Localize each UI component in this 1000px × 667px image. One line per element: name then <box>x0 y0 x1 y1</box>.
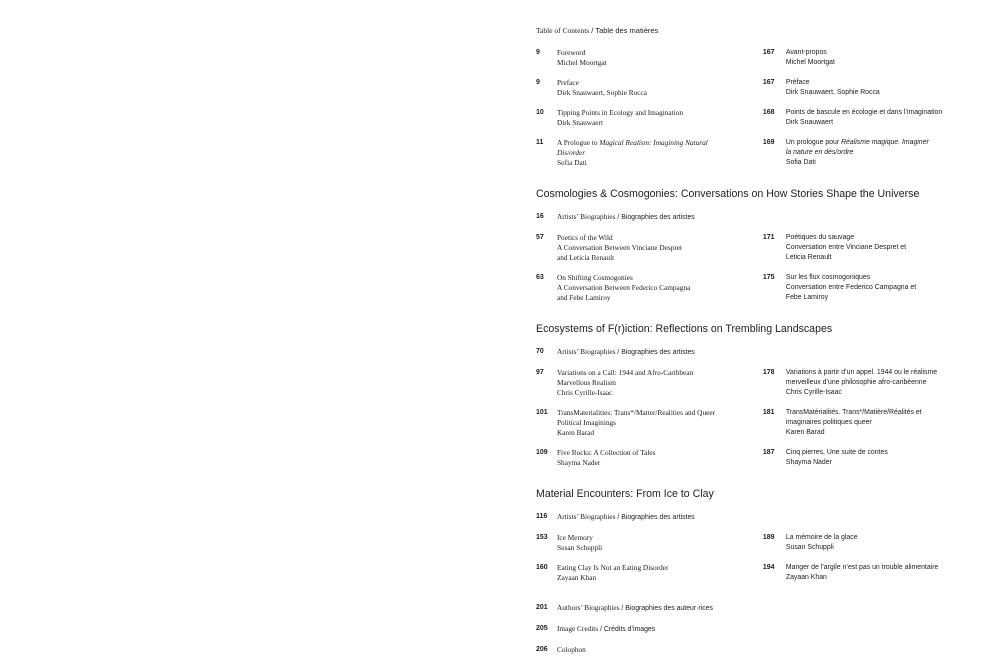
page-number: 101 <box>536 409 548 416</box>
entry-author: Dirk Snauwaert, Sophie Rocca <box>785 89 880 96</box>
entry-title: Un prologue pour <box>785 139 842 146</box>
entry-title-fr: Biographies des artistes <box>621 349 695 356</box>
entry-title-fr: Biographies des auteur·rices <box>625 605 713 612</box>
toc-entry-foreword[interactable] <box>536 48 966 68</box>
entry-author: Karen Barad <box>785 429 825 436</box>
toc-entry[interactable] <box>536 563 966 583</box>
page-number: 9 <box>536 49 540 56</box>
page-number: 201 <box>536 604 548 611</box>
entry-title-italic: la nature en dés/ordre <box>785 149 854 156</box>
toc-entry-image-credits[interactable] <box>536 624 966 635</box>
page-number: 194 <box>762 564 775 571</box>
page-number: 63 <box>536 274 544 281</box>
entry-title: Points de bascule en écologie et dans l’imagination <box>785 109 943 116</box>
entry-title: Manger de l’argile n’est pas un trouble alimentaire <box>785 564 939 571</box>
page-number: 175 <box>762 274 775 281</box>
toc-entry-prologue[interactable] <box>536 138 966 168</box>
entry-title: imaginaires politiques queer <box>785 419 872 426</box>
entry-title: merveilleux d’une philosophie afro-caribéenne <box>785 379 927 386</box>
entry-title-fr: Biographies des artistes <box>621 514 695 521</box>
page-number: 11 <box>536 139 544 146</box>
entry-author: Sofia Dati <box>557 158 587 167</box>
entry-subtitle: A Conversation Between Vinciane Despret <box>557 243 683 252</box>
toc-title-fr: Table des matières <box>595 26 659 35</box>
entry-title: Artists’ Biographies <box>557 512 616 521</box>
page-number: 153 <box>536 534 548 541</box>
entry-title: Tipping Points in Ecology and Imagination <box>557 108 684 117</box>
entry-title: Poetics of the Wild <box>557 233 613 242</box>
toc-entry-artists-biographies[interactable] <box>536 512 966 523</box>
entry-author: Shayma Nader <box>785 459 832 466</box>
page-number: 187 <box>762 449 775 456</box>
entry-subtitle: A Conversation Between Federico Campagna <box>557 283 691 292</box>
page-number: 178 <box>762 369 775 376</box>
entry-title: Variations à partir d’un appel. 1944 ou le réalisme <box>785 369 938 376</box>
entry-author: Chris Cyrille-Isaac <box>557 388 613 397</box>
entry-subtitle: Leticia Renault <box>785 254 832 261</box>
toc-entry-authors-biographies[interactable] <box>536 603 966 614</box>
entry-author: Zayaan Khan <box>785 574 827 581</box>
entry-title: Image Credits <box>557 624 599 633</box>
entry-title-fr: Biographies des artistes <box>621 214 695 221</box>
entry-title: Sur les flux cosmogoniques <box>785 274 871 281</box>
section-heading: Material Encounters: From Ice to Clay <box>536 488 714 500</box>
entry-title: Préface <box>785 79 810 86</box>
page-number: 16 <box>536 213 544 220</box>
entry-author: Sofia Dati <box>785 159 816 166</box>
entry-title: Marvellous Realism <box>557 378 616 387</box>
separator: / <box>598 626 604 633</box>
entry-author: Dirk Snauwaert <box>785 119 833 126</box>
page-number: 10 <box>536 109 544 116</box>
entry-author: Chris Cyrille-Isaac <box>785 389 842 396</box>
page-number: 167 <box>762 79 775 86</box>
toc-entry[interactable] <box>536 273 966 303</box>
entry-title: A Prologue to <box>557 138 600 147</box>
entry-author: Shayma Nader <box>557 458 601 467</box>
entry-author: Susan Schuppli <box>557 543 603 552</box>
toc-entry[interactable] <box>536 368 966 398</box>
section-heading: Ecosystems of F(r)iction: Reflections on Trembling Landscapes <box>536 323 833 335</box>
entry-subtitle: Conversation entre Vinciane Despret et <box>785 244 907 251</box>
entry-title: Colophon <box>557 645 586 654</box>
page-number: 9 <box>536 79 540 86</box>
entry-author: Zayaan Khan <box>557 573 597 582</box>
separator: / <box>615 214 622 221</box>
entry-title: Artists’ Biographies <box>557 347 616 356</box>
separator: / <box>615 349 622 356</box>
entry-title-italic: Réalisme magique. Imaginer <box>841 139 929 146</box>
separator: / <box>619 605 626 612</box>
page-number: 70 <box>536 348 544 355</box>
toc-entry-preface[interactable] <box>536 78 966 98</box>
entry-author: Karen Barad <box>557 428 595 437</box>
entry-title: Variations on a Call: 1944 and Afro-Caribbean <box>557 368 694 377</box>
entry-title: Eating Clay Is Not an Eating Disorder <box>557 563 669 572</box>
page-number: 171 <box>762 234 775 241</box>
toc-entry-tipping-points[interactable] <box>536 108 966 128</box>
entry-title-italic: Magical Realism: Imagining Natural <box>599 138 708 147</box>
toc-title-en: Table of Contents <box>536 26 590 35</box>
entry-author: Michel Moortgat <box>557 58 607 67</box>
toc-entry[interactable] <box>536 408 966 438</box>
entry-title-italic: Dis/order <box>557 148 586 157</box>
entry-title: Ice Memory <box>557 533 593 542</box>
entry-title: Political Imaginings <box>557 418 616 427</box>
page-number: 168 <box>762 109 775 116</box>
page-number: 116 <box>536 513 548 520</box>
entry-title: Foreword <box>557 48 586 57</box>
entry-subtitle: Febe Lamiroy <box>785 294 829 301</box>
entry-author: Dirk Snauwaert, Sophie Rocca <box>557 88 647 97</box>
entry-title: On Shifting Cosmogonies <box>557 273 633 282</box>
entry-title: La mémoire de la glace <box>785 534 858 541</box>
entry-title-fr: Crédits d’images <box>603 626 656 633</box>
table-of-contents <box>536 26 966 665</box>
entry-title: TransMatérialités. Trans*/Matière/Réalités et <box>785 409 922 416</box>
page-number: 206 <box>536 646 548 653</box>
page-number: 167 <box>762 49 775 56</box>
entry-subtitle: Conversation entre Federico Campagna et <box>785 284 917 291</box>
toc-title-separator: / <box>589 26 596 35</box>
toc-entry-colophon[interactable] <box>536 645 966 655</box>
toc-entry-artists-biographies[interactable] <box>536 347 966 358</box>
page-number: 97 <box>536 369 544 376</box>
entry-title: TransMaterialities: Trans*/Matter/Realities and Queer <box>557 408 716 417</box>
page-number: 189 <box>762 534 775 541</box>
separator: / <box>615 514 622 521</box>
entry-title: Five Rocks: A Collection of Tales <box>557 448 656 457</box>
entry-title: Cinq pierres. Une suite de contes <box>785 449 888 456</box>
entry-author: Susan Schuppli <box>785 544 834 551</box>
toc-entry[interactable] <box>536 448 966 468</box>
page-number: 109 <box>536 449 548 456</box>
toc-title <box>536 26 966 35</box>
page-number: 160 <box>536 564 548 571</box>
entry-author: Michel Moortgat <box>785 59 835 66</box>
entry-title: Avant-propos <box>785 49 827 56</box>
entry-title: Poétiques du sauvage <box>785 234 855 241</box>
page-number: 205 <box>536 625 548 632</box>
entry-subtitle: and Leticia Renault <box>557 253 615 262</box>
toc-entry[interactable] <box>536 533 966 553</box>
entry-author: Dirk Snauwaert <box>557 118 603 127</box>
entry-title: Preface <box>557 78 579 87</box>
entry-title: Artists’ Biographies <box>557 212 616 221</box>
section-heading: Cosmologies & Cosmogonies: Conversations on How Stories Shape the Universe <box>536 188 920 200</box>
page-number: 181 <box>762 409 775 416</box>
page-number: 57 <box>536 234 544 241</box>
entry-title: Authors’ Biographies <box>557 603 620 612</box>
toc-entry-artists-biographies[interactable] <box>536 212 966 223</box>
page-number: 169 <box>762 139 775 146</box>
entry-subtitle: and Febe Lamiroy <box>557 293 611 302</box>
toc-entry[interactable] <box>536 233 966 263</box>
